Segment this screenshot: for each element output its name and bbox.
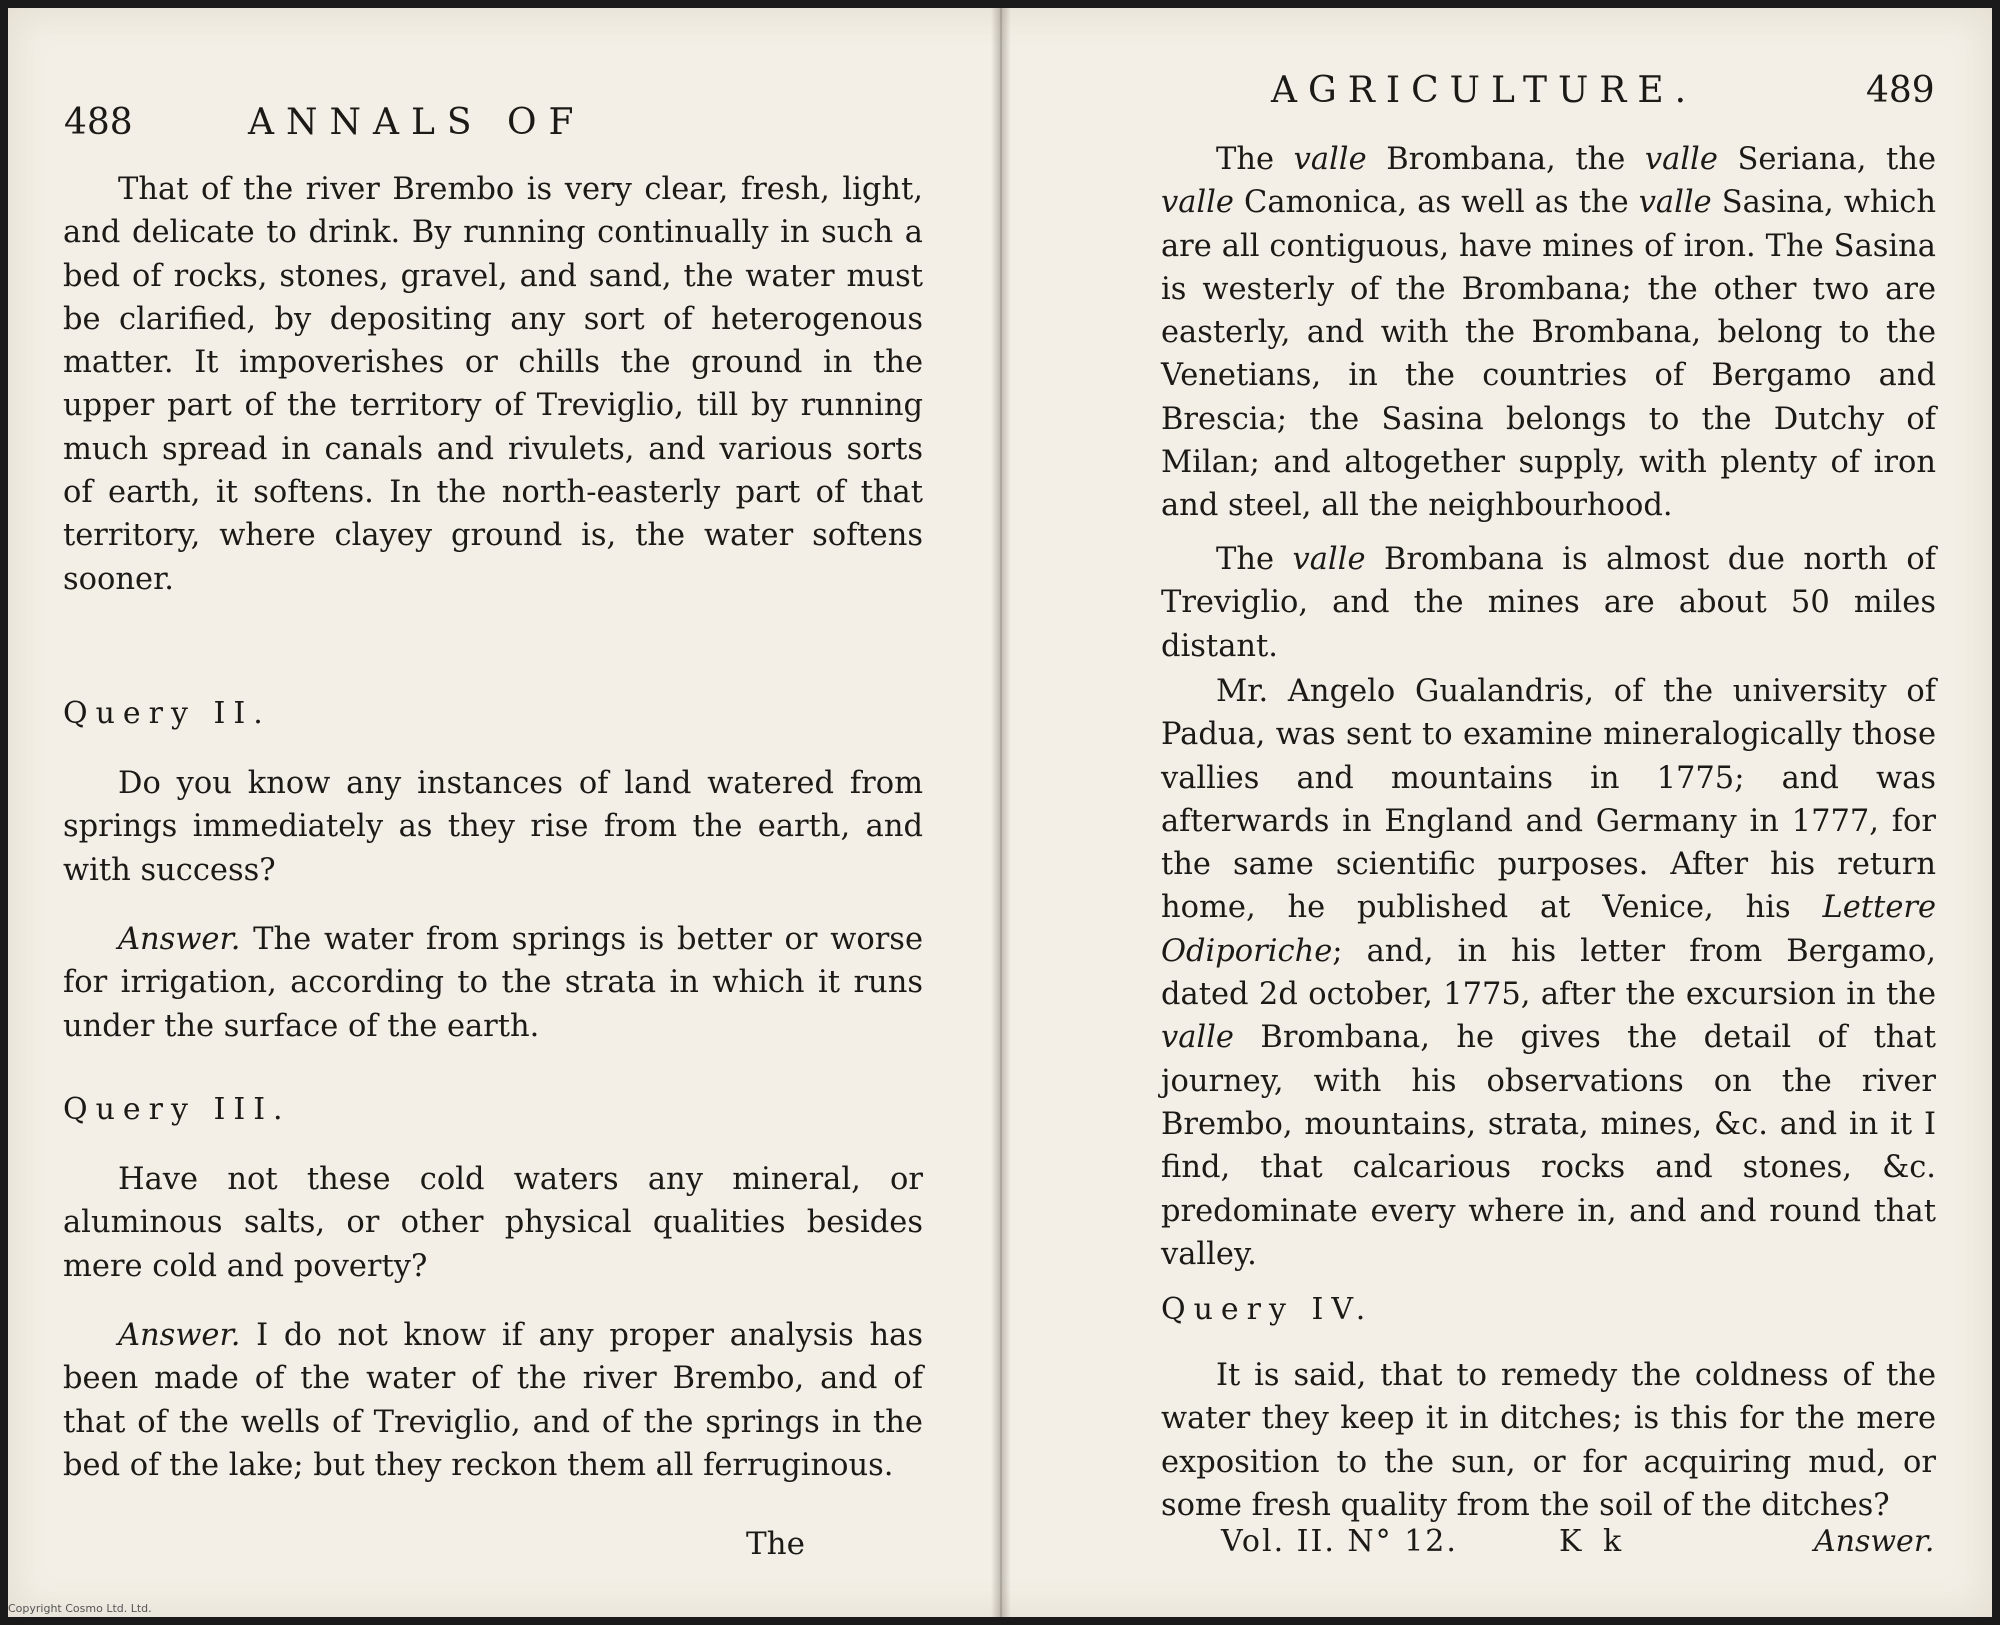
- answer-2-block: [63, 918, 923, 1048]
- italic-valle: valle: [1161, 185, 1234, 221]
- italic-valle: valle: [1161, 1020, 1234, 1056]
- answer-2-label: Answer.: [118, 922, 241, 957]
- book-spread: [8, 8, 1992, 1617]
- left-running-head: ANNALS OF: [248, 102, 586, 143]
- right-catchword: Answer.: [1814, 1524, 1935, 1559]
- query-4-text-block: [1161, 1354, 1936, 1527]
- left-para-1: That of the river Brembo is very clear, fresh, light, and delicate to drink. By running continually in such a bed of rocks, stones, gravel, and sand, the water must be clarified, by depositing any sort of heterogenous matter. It impoverishes or chills the ground in the upper part of the territory of Treviglio, till by running much spread in canals and rivulets, and various sorts of earth, it softens. In the north-easterly part of that territory, where clayey ground is, the water softens sooner.: [63, 172, 923, 597]
- book-gutter: [991, 8, 1011, 1617]
- italic-valle: valle: [1644, 142, 1718, 177]
- query-2-text-block: [63, 762, 923, 892]
- right-para-2: [1161, 538, 1936, 668]
- right-para-3-block: [1161, 670, 1936, 1276]
- right-page-number: 489: [1866, 70, 1935, 111]
- text-span: Mr. Angelo Gualandris, of the university of Padua, was sent to examine mineralogically those vallies and mountains in 1775; and was afterwards in England and Germany in 1777, for the same scientific purposes. After his return home, he published at Venice, his: [1161, 674, 1936, 926]
- text-span: Camonica, as well as the: [1233, 185, 1639, 221]
- italic-valle: valle: [1292, 542, 1366, 577]
- right-para-1: [1161, 138, 1936, 528]
- answer-3-text: I do not know if any proper analysis has been made of the water of the river Brembo, and of that of the wells of Treviglio, and of the springs in the bed of the lake; but they reckon them all ferruginous.: [63, 1318, 923, 1483]
- answer-3-block: [63, 1314, 923, 1487]
- right-page: [1011, 8, 1992, 1617]
- answer-3-label: Answer.: [118, 1318, 241, 1353]
- text-span: Brombana, the: [1366, 142, 1645, 177]
- signature-line: Vol. II. N° 12.: [1221, 1524, 1458, 1559]
- left-body: [63, 168, 923, 601]
- query-4-block: [1161, 1288, 1936, 1331]
- right-para-2-block: [1161, 538, 1936, 668]
- answer-2-text: The water from springs is better or worse for irrigation, according to the strata in which it runs under the surface of the earth.: [63, 922, 923, 1044]
- right-running-head: AGRICULTURE.: [1271, 70, 1698, 111]
- italic-title: Lettere Odiporiche: [1161, 890, 1936, 969]
- right-para-3: [1161, 670, 1936, 1276]
- text-span: ; and, in his letter from Bergamo, dated 2d october, 1775, after the excursion in the: [1161, 933, 1936, 1013]
- left-page: [8, 8, 993, 1617]
- query-2-block: [63, 692, 923, 735]
- left-page-number: 488: [64, 102, 133, 143]
- query-2-text: Do you know any instances of land watered from springs immediately as they rise from the earth, and with success?: [63, 766, 923, 888]
- italic-valle: valle: [1293, 142, 1367, 177]
- query-4-text: It is said, that to remedy the coldness of the water they keep it in ditches; is this for the mere exposition to the sun, or for acquiring mud, or some fresh quality from the soil of the ditches?: [1161, 1358, 1936, 1523]
- query-3-heading: Query III.: [63, 1092, 291, 1127]
- signature-mark: K k: [1559, 1524, 1628, 1559]
- query-3-text-block: [63, 1158, 923, 1288]
- text-span: Brombana, he gives the detail of that journey, with his observations on the river Brembo, mountains, strata, mines, &c. and in it I find, that calcarious rocks and stones, &c. predominate every where in, and and round that valley.: [1161, 1020, 1936, 1272]
- right-para-1-block: [1161, 138, 1936, 528]
- query-4-heading: Query IV.: [1161, 1292, 1374, 1327]
- text-span: Sasina, which are all contiguous, have mines of iron. The Sasina is westerly of the Brombana; the other two are easterly, and with the Brombana, belong to the Venetians, in the countries of Bergamo and Brescia; the Sasina belongs to the Dutchy of Milan; and altogether supply, with plenty of iron and steel, all the neighbourhood.: [1161, 185, 1936, 524]
- text-span: The: [1216, 542, 1293, 577]
- copyright-notice: Copyright Cosmo Ltd. Ltd.: [8, 1602, 152, 1615]
- query-3-block: [63, 1088, 923, 1131]
- query-2-heading: Query II.: [63, 696, 271, 731]
- text-span: Brombana is almost due north of Treviglio, and the mines are about 50 miles distant.: [1161, 542, 1937, 664]
- answer-2: [63, 918, 923, 1048]
- answer-3: [63, 1314, 923, 1487]
- text-span: The: [1216, 142, 1294, 177]
- italic-valle: valle: [1638, 185, 1712, 221]
- query-3-text: Have not these cold waters any mineral, or aluminous salts, or other physical qualities besides mere cold and poverty?: [63, 1162, 923, 1284]
- left-catchword: The: [746, 1526, 805, 1562]
- text-span: Seriana, the: [1717, 142, 1937, 177]
